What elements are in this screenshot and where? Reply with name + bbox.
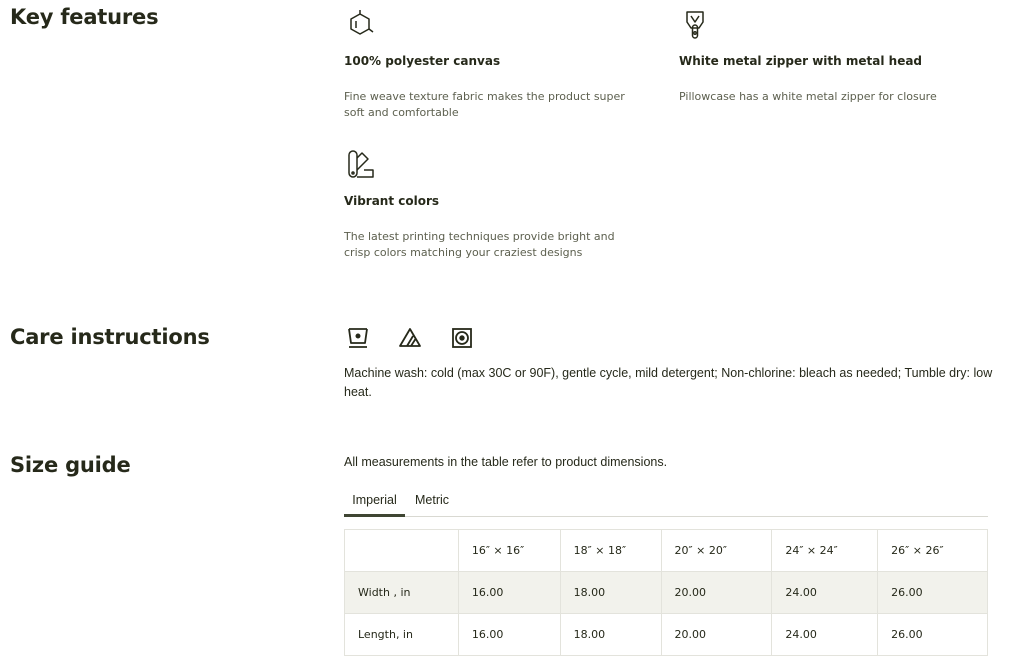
table-cell: 16.00: [458, 572, 560, 614]
feature-title: White metal zipper with metal head: [679, 54, 923, 68]
table-header-cell: 20″ × 20″: [661, 530, 772, 572]
non-chlorine-bleach-icon: [398, 326, 422, 350]
color-swatch-icon: [344, 148, 376, 180]
key-features-title: Key features: [10, 5, 159, 29]
care-instructions-title: Care instructions: [10, 325, 210, 349]
table-cell: 24.00: [772, 572, 878, 614]
feature-description: The latest printing techniques provide bright and crisp colors matching your craziest designs: [344, 230, 615, 259]
table-row: [345, 614, 988, 656]
table-header-cell: 16″ × 16″: [458, 530, 560, 572]
zipper-icon: [679, 8, 711, 40]
feature-polyester-canvas: [344, 8, 644, 121]
size-guide-title: Size guide: [10, 453, 131, 477]
table-header-row: [345, 530, 988, 572]
feature-description: Fine weave texture fabric makes the product super soft and comfortable: [344, 90, 625, 119]
fabric-hexagon-icon: [344, 8, 376, 40]
table-cell: 26.00: [878, 614, 988, 656]
machine-wash-cold-icon: [346, 326, 370, 350]
table-header-cell: 18″ × 18″: [560, 530, 661, 572]
table-cell: 24.00: [772, 614, 878, 656]
feature-title: 100% polyester canvas: [344, 54, 501, 68]
table-header-cell: 26″ × 26″: [878, 530, 988, 572]
unit-tabs: [344, 489, 988, 517]
tab-metric[interactable]: Metric: [414, 493, 450, 507]
feature-title: Vibrant colors: [344, 194, 440, 208]
table-header-cell: 24″ × 24″: [772, 530, 878, 572]
table-row: [345, 572, 988, 614]
tumble-dry-low-icon: [450, 326, 474, 350]
size-guide-note: All measurements in the table refer to product dimensions.: [344, 455, 668, 469]
table-cell: 18.00: [560, 614, 661, 656]
table-cell: 18.00: [560, 572, 661, 614]
feature-vibrant-colors: [344, 148, 644, 261]
size-table: [344, 529, 988, 656]
row-label: Width , in: [345, 572, 459, 614]
table-cell: 20.00: [661, 614, 772, 656]
table-cell: 26.00: [878, 572, 988, 614]
feature-description: Pillowcase has a white metal zipper for closure: [679, 90, 937, 103]
row-label: Length, in: [345, 614, 459, 656]
feature-metal-zipper: [679, 8, 979, 105]
table-cell: 20.00: [661, 572, 772, 614]
table-cell: 16.00: [458, 614, 560, 656]
care-icons: [346, 326, 474, 350]
care-instructions-text: Machine wash: cold (max 30C or 90F), gentle cycle, mild detergent; Non-chlorine: bleach as needed; Tumble dry: low heat.: [344, 366, 993, 399]
tab-imperial[interactable]: Imperial: [344, 489, 405, 517]
table-header-cell: [345, 530, 459, 572]
